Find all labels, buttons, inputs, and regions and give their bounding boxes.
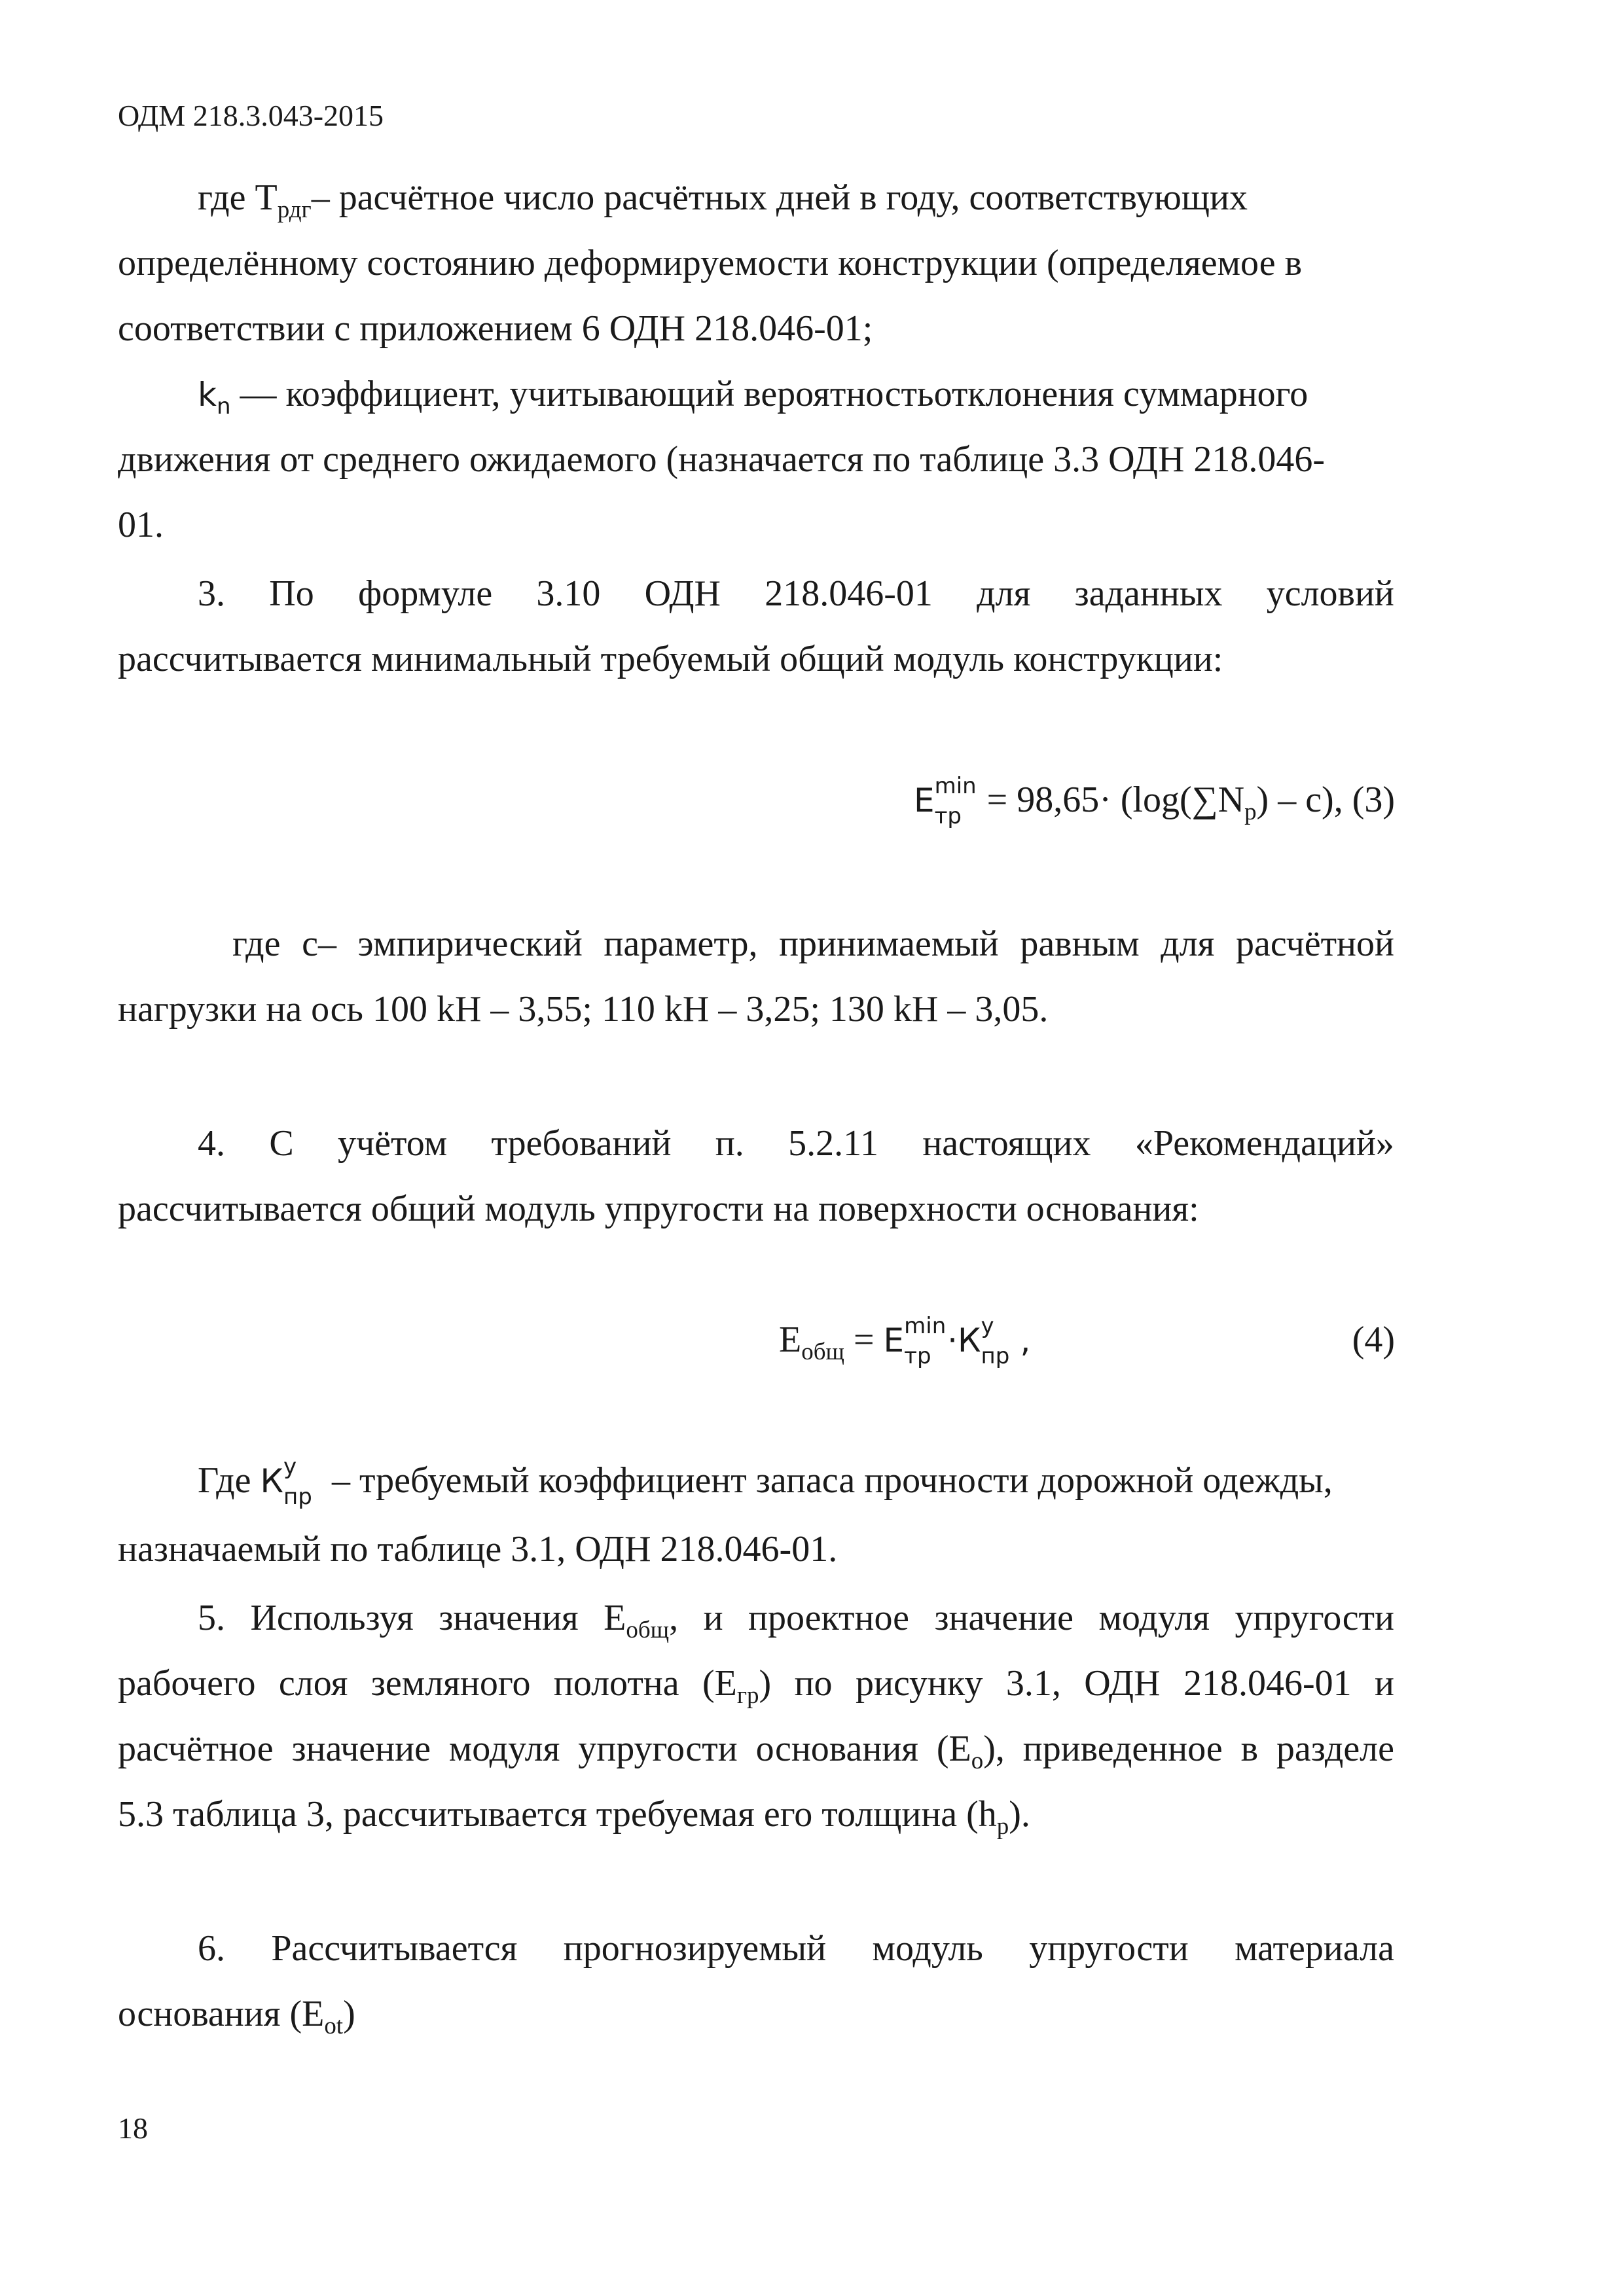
formula-text: ) – c), (3)	[1256, 780, 1395, 820]
paragraph-kn-line1	[118, 373, 1394, 420]
text: — коэффициент, учитывающий вероятностьотклонения суммарного	[230, 374, 1308, 414]
subscript: тр	[934, 803, 962, 829]
formula-3	[914, 773, 1395, 829]
item-4-line2: рассчитывается общий модуль упругости на поверхности основания:	[118, 1189, 1199, 1229]
formula-4-number: (4)	[1352, 1319, 1395, 1360]
subscript: пр	[283, 1484, 312, 1510]
word: С	[269, 1123, 294, 1164]
symbol-k: k	[198, 376, 217, 414]
text: – расчётное число расчётных дней в году, соответствующих	[311, 177, 1248, 218]
text: 5.3 таблица 3, рассчитывается требуемая его толщина (h	[118, 1794, 997, 1835]
sup-sub-stack	[934, 773, 978, 829]
symbol-e: E	[883, 1321, 905, 1359]
text: рабочего слоя земляного полотна (Е	[118, 1663, 737, 1704]
comma: ,	[1020, 1321, 1031, 1359]
word: «Рекомендаций»	[1134, 1123, 1394, 1164]
superscript: у	[283, 1454, 297, 1480]
superscript: min	[934, 773, 977, 799]
subscript: p	[1244, 798, 1257, 825]
paragraph-c-line1: где c– эмпирический параметр, принимаемый равным для расчётной	[232, 924, 1394, 964]
superscript: у	[981, 1313, 994, 1339]
text: расчётное значение модуля упругости основания (Е	[118, 1729, 971, 1769]
word: Рассчитывается	[271, 1928, 518, 1969]
dot: ·	[947, 1321, 958, 1359]
paragraph-c-line2: нагрузки на ось 100 kH – 3,55; 110 kH – 3,25; 130 kH – 3,05.	[118, 989, 1049, 1030]
formula-4	[779, 1313, 1031, 1369]
subscript: гр	[736, 1681, 759, 1709]
subscript: общ	[801, 1338, 844, 1365]
subscript: пр	[981, 1343, 1010, 1369]
word: настоящих	[922, 1123, 1091, 1164]
word: материала	[1235, 1928, 1394, 1969]
paragraph-trdg-line1	[118, 177, 1394, 223]
paragraph-trdg-line2: определённому состоянию деформируемости конструкции (определяемое в	[118, 243, 1303, 283]
paragraph-k-line2: назначаемый по таблице 3.1, ОДН 218.046-01.	[118, 1529, 838, 1570]
text: , и проектное значение модуля упругости	[669, 1598, 1394, 1638]
subscript: рдг	[277, 196, 312, 223]
text: – требуемый коэффициент запаса прочности дорожной одежды,	[323, 1460, 1333, 1501]
word: 218.046-01	[765, 573, 933, 614]
word: 3.	[198, 573, 225, 614]
item-5-line4	[118, 1793, 1394, 1840]
word: учётом	[338, 1123, 448, 1164]
item-4-line1	[118, 1122, 1394, 1164]
symbol-e: E	[914, 781, 935, 819]
document-code-header: ОДМ 218.3.043-2015	[118, 99, 384, 132]
item-6-line2	[118, 1993, 1394, 2039]
word: требований	[491, 1123, 672, 1164]
subscript: n	[216, 393, 231, 420]
item-5-line2	[118, 1662, 1395, 1709]
word: 3.10	[536, 573, 601, 614]
text: )	[343, 1994, 355, 2034]
word: формуле	[357, 573, 493, 614]
sup-sub-stack	[981, 1313, 1020, 1369]
word: упругости	[1029, 1928, 1189, 1969]
text: основания (Е	[118, 1994, 325, 2034]
item-6-line1	[118, 1928, 1394, 1969]
paragraph-trdg-line3: соответствии с приложением 6 ОДН 218.046-01;	[118, 308, 873, 349]
word: 4.	[198, 1123, 225, 1164]
subscript: p	[996, 1812, 1009, 1840]
paragraph-kn-line2: движения от среднего ожидаемого (назначается по таблице 3.3 ОДН 218.046-	[118, 439, 1326, 480]
subscript: о	[971, 1747, 984, 1774]
word: 5.2.11	[788, 1123, 878, 1164]
text: 5. Используя значения Е	[198, 1598, 626, 1638]
formula-text: = 98,65· (log(∑N	[977, 780, 1245, 820]
word: модуль	[872, 1928, 983, 1969]
text: ).	[1009, 1794, 1030, 1835]
superscript: min	[904, 1313, 947, 1339]
word: п.	[715, 1123, 744, 1164]
subscript: тр	[904, 1343, 931, 1369]
symbol-k: К	[958, 1321, 981, 1359]
item-3-line2: рассчитывается минимальный требуемый общий модуль конструкции:	[118, 639, 1223, 679]
item-3-line1	[118, 573, 1394, 615]
subscript: ot	[324, 2012, 344, 2039]
text: где Т	[198, 177, 278, 218]
equals: =	[844, 1319, 884, 1360]
word: условий	[1266, 573, 1394, 614]
page-number: 18	[118, 2111, 148, 2145]
text: Где	[198, 1460, 261, 1501]
item-5-line3	[118, 1728, 1394, 1774]
word: 6.	[198, 1928, 225, 1969]
paragraph-k-line1	[118, 1454, 1394, 1510]
word: ОДН	[644, 573, 721, 614]
sup-sub-stack	[904, 1313, 947, 1369]
text: ) по рисунку 3.1, ОДН 218.046-01 и	[759, 1663, 1395, 1704]
paragraph-kn-line3: 01.	[118, 505, 164, 545]
word: По	[269, 573, 314, 614]
word: прогнозируемый	[563, 1928, 827, 1969]
symbol-k: К	[260, 1462, 284, 1500]
word: заданных	[1074, 573, 1223, 614]
symbol-e: Е	[779, 1319, 802, 1360]
item-5-line1	[118, 1597, 1394, 1643]
word: для	[977, 573, 1031, 614]
subscript: общ	[626, 1616, 670, 1643]
text: ), приведенное в разделе	[983, 1729, 1394, 1769]
